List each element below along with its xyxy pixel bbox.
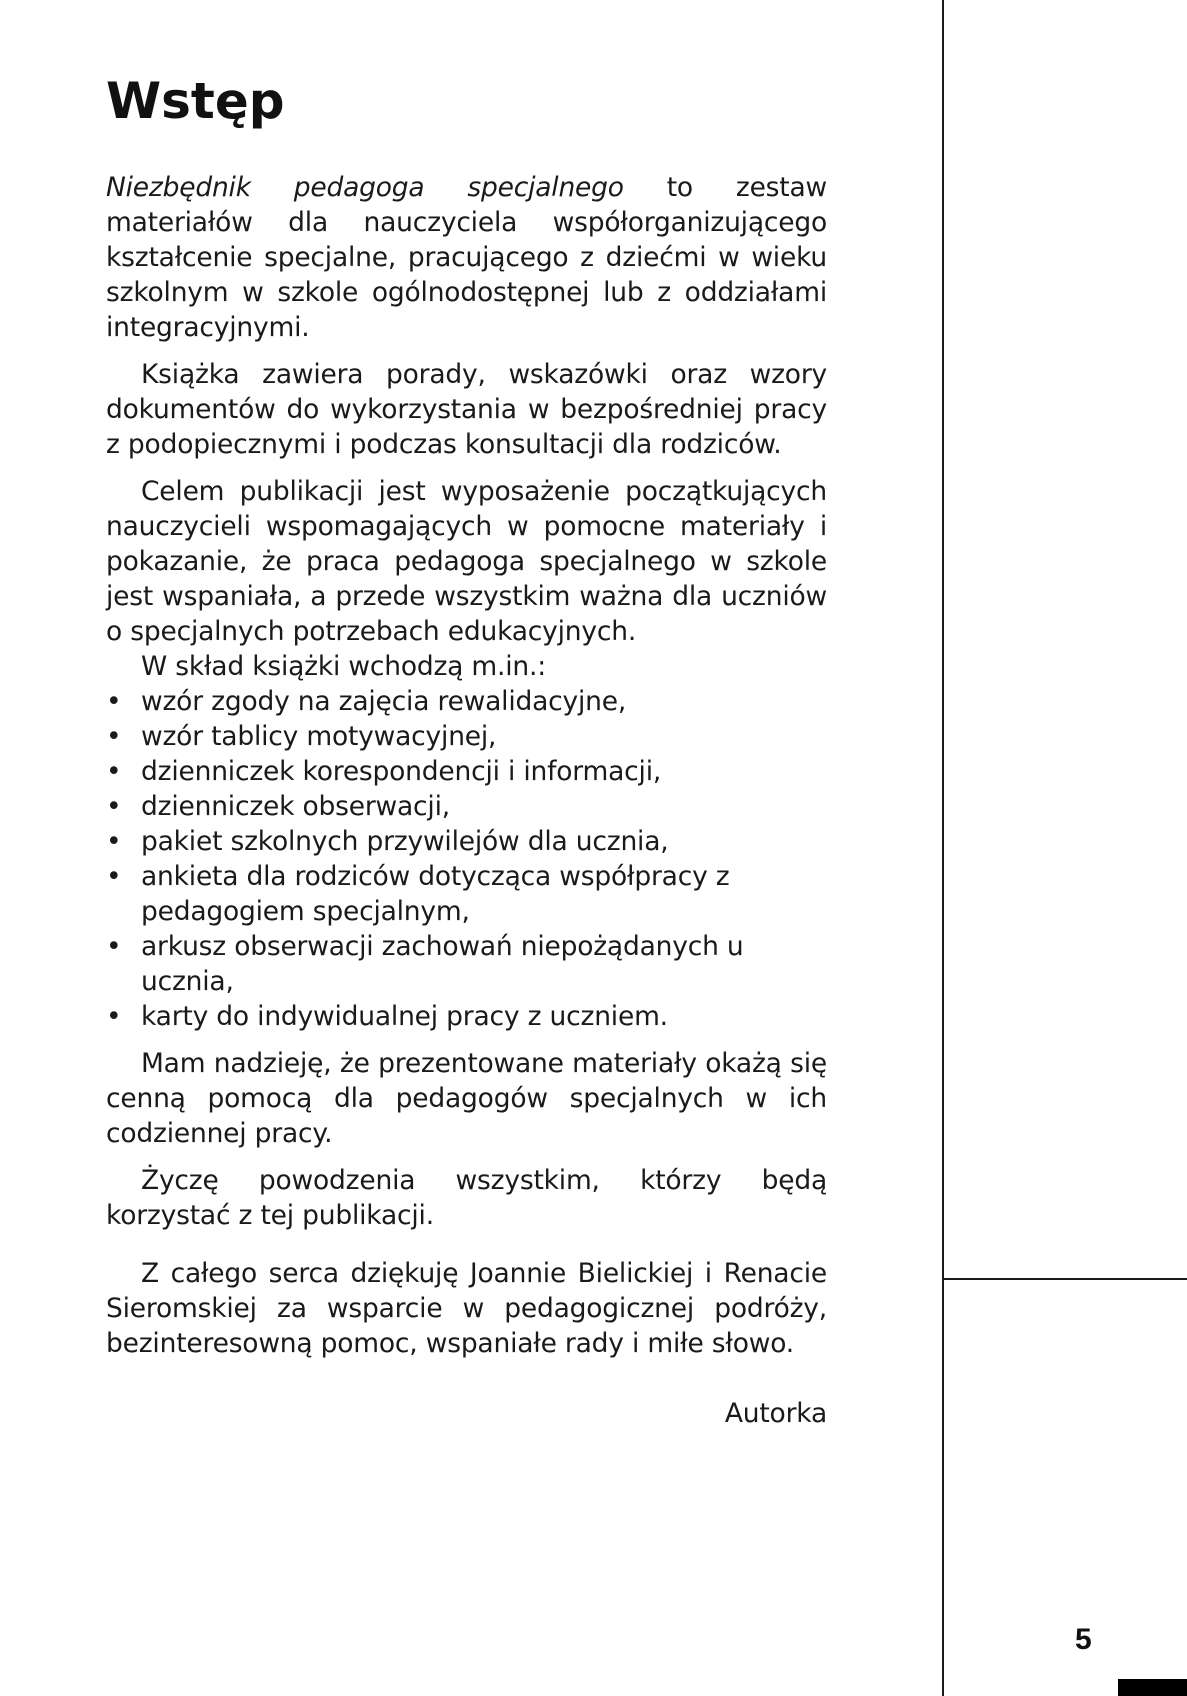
paragraph-thanks: Z całego serca dziękuję Joannie Bielickiej i Renacie Sieromskiej za wsparcie w pedagogicznej podróży, bezinteresowną pomoc, wspaniałe rady i miłe słowo. <box>106 1258 827 1359</box>
bullet: • <box>106 721 122 752</box>
list-item <box>106 824 827 859</box>
list-item-text: dzienniczek korespondencji i informacji, <box>141 756 662 787</box>
list-item <box>106 789 827 824</box>
materials-list <box>106 684 827 1034</box>
list-item <box>106 684 827 719</box>
book-title: Niezbędnik pedagoga specjalnego <box>106 172 624 203</box>
list-item <box>106 859 827 929</box>
bullet: • <box>106 861 122 892</box>
list-item <box>106 999 827 1034</box>
main-text <box>106 170 827 1431</box>
page-title: Wstęp <box>106 72 285 130</box>
list-item-text: arkusz obserwacji zachowań niepożądanych u ucznia, <box>141 931 744 997</box>
intro-paragraph <box>106 170 827 345</box>
paragraph-hope: Mam nadzieję, że prezentowane materiały okażą się cenną pomocą dla pedagogów specjalnych w ich codziennej pracy. <box>106 1048 827 1149</box>
signature: Autorka <box>724 1398 827 1429</box>
list-item-text: dzienniczek obserwacji, <box>141 791 450 822</box>
page-number: 5 <box>1075 1623 1092 1656</box>
list-intro: W skład książki wchodzą m.in.: <box>141 651 546 682</box>
list-item <box>106 754 827 789</box>
bullet: • <box>106 791 122 822</box>
list-item <box>106 929 827 999</box>
paragraph-contents: Książka zawiera porady, wskazówki oraz wzory dokumentów do wykorzystania w bezpośredniej pracy z podopiecznymi i podczas konsultacji dla rodziców. <box>106 359 827 460</box>
list-item-text: ankieta dla rodziców dotycząca współpracy z pedagogiem specjalnym, <box>141 861 730 927</box>
bullet: • <box>106 756 122 787</box>
paragraph-purpose: Celem publikacji jest wyposażenie początkujących nauczycieli wspomagających w pomocne materiały i pokazanie, że praca pedagoga specjalnego w szkole jest wspaniała, a przede wszystkim ważna dla uczniów o specjalnych potrzebach edukacyjnych. <box>106 476 827 647</box>
corner-marker <box>1118 1679 1187 1696</box>
horizontal-rule <box>942 1278 1187 1280</box>
list-item-text: karty do indywidualnej pracy z uczniem. <box>141 1001 668 1032</box>
list-item-text: pakiet szkolnych przywilejów dla ucznia, <box>141 826 669 857</box>
bullet: • <box>106 1001 122 1032</box>
bullet: • <box>106 826 122 857</box>
bullet: • <box>106 931 122 962</box>
list-item <box>106 719 827 754</box>
bullet: • <box>106 686 122 717</box>
paragraph-wishes: Życzę powodzenia wszystkim, którzy będą korzystać z tej publikacji. <box>106 1165 827 1231</box>
list-item-text: wzór zgody na zajęcia rewalidacyjne, <box>141 686 627 717</box>
intro-text: to zestaw materiałów dla nauczyciela współorganizującego kształcenie specjalne, pracującego z dziećmi w wieku szkolnym w szkole ogólnodostępnej lub z oddziałami integracyjnymi. <box>106 172 827 343</box>
list-item-text: wzór tablicy motywacyjnej, <box>141 721 497 752</box>
vertical-rule <box>942 0 944 1696</box>
